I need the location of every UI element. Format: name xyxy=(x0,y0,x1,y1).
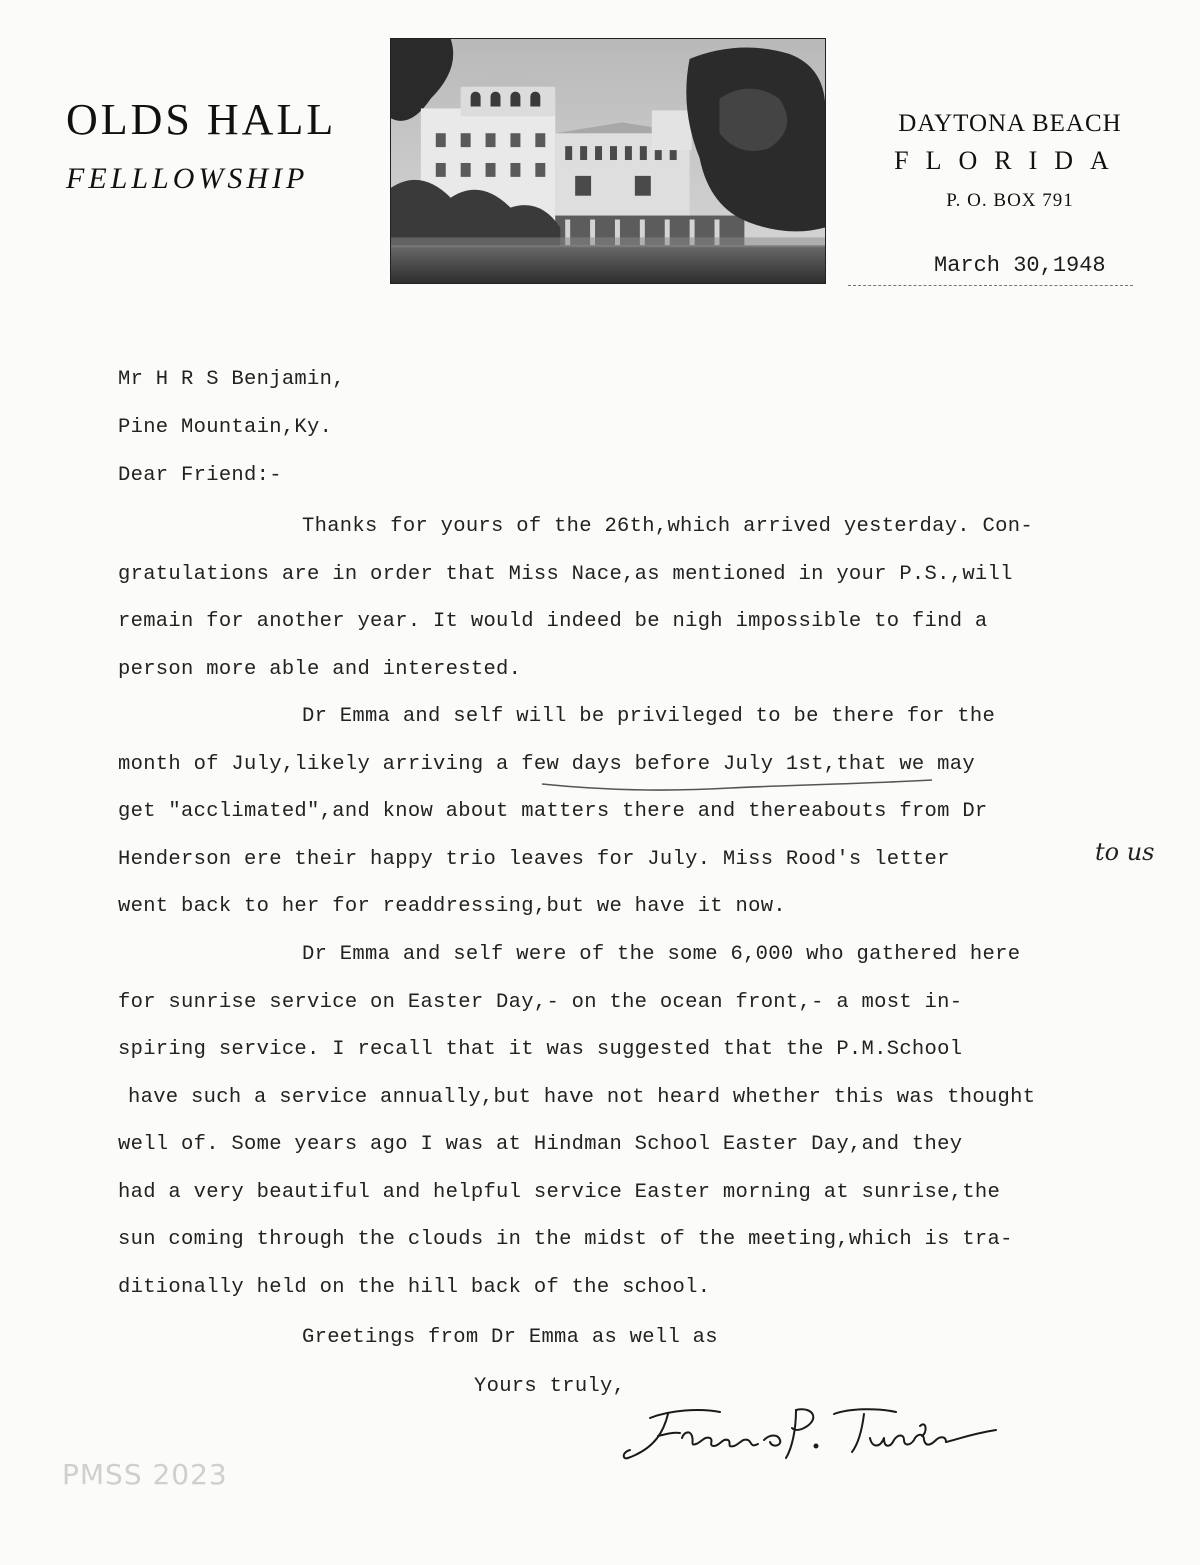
text-line: gratulations are in order that Miss Nace,as mentioned in your P.S.,will xyxy=(118,562,1013,586)
text-line: sun coming through the clouds in the midst of the meeting,which is tra- xyxy=(118,1228,1013,1251)
org-subtitle: FELLLOWSHIP xyxy=(66,162,309,195)
state: FLORIDA xyxy=(894,146,1126,175)
letterhead-right xyxy=(870,110,1150,212)
archive-watermark: PMSS 2023 xyxy=(62,1458,228,1491)
paragraph-3 xyxy=(118,931,1035,1311)
olds-hall-photo xyxy=(390,38,826,284)
salutation: Dear Friend:- xyxy=(118,464,282,487)
org-name: OLDS HALL xyxy=(66,95,337,144)
text-line: went back to her for readdressing,but we have it now. xyxy=(118,895,786,918)
addressee: Mr H R S Benjamin, xyxy=(118,368,345,391)
paragraph-1 xyxy=(118,503,1033,693)
text-line: ditionally held on the hill back of the school. xyxy=(118,1275,711,1299)
text-line: Dr Emma and self will be privileged to be there for the xyxy=(302,705,996,728)
handwritten-note: to us xyxy=(1095,838,1155,866)
text-line: Dr Emma and self were of the some 6,000 who gathered here xyxy=(302,943,1021,966)
date-rule xyxy=(848,285,1133,286)
po-box: P. O. BOX 791 xyxy=(946,190,1074,211)
city: DAYTONA BEACH xyxy=(898,110,1122,137)
text-line: well of. Some years ago I was at Hindman School Easter Day,and they xyxy=(118,1133,963,1156)
text-line: month of July,likely arriving a few days before July 1st,that we may xyxy=(118,752,975,776)
closing-line: Greetings from Dr Emma as well as xyxy=(302,1326,718,1349)
signature-drawing xyxy=(620,1400,1000,1480)
paragraph-2 xyxy=(118,693,995,931)
text-line: remain for another year. It would indeed be nigh impossible to find a xyxy=(118,610,988,633)
text-line: person more able and interested. xyxy=(118,657,522,681)
valediction: Yours truly, xyxy=(474,1375,626,1398)
text-line: get "acclimated",and know about matters there and thereabouts from Dr xyxy=(118,800,988,823)
signature xyxy=(620,1400,1000,1485)
text-line: Henderson ere their happy trio leaves for July. Miss Rood's letter xyxy=(118,847,950,871)
letterhead-left xyxy=(66,95,337,196)
letter-date: March 30,1948 xyxy=(934,253,1106,278)
text-line: have such a service annually,but have not heard whether this was thought xyxy=(128,1085,1036,1109)
text-line: Thanks for yours of the 26th,which arrived yesterday. Con- xyxy=(302,515,1033,538)
text-line: spiring service. I recall that it was suggested that the P.M.School xyxy=(118,1038,963,1061)
text-line: had a very beautiful and helpful service Easter morning at sunrise,the xyxy=(118,1180,1001,1204)
handwritten-underline xyxy=(540,778,940,794)
address: Pine Mountain,Ky. xyxy=(118,416,333,439)
text-line: for sunrise service on Easter Day,- on the ocean front,- a most in- xyxy=(118,990,963,1014)
